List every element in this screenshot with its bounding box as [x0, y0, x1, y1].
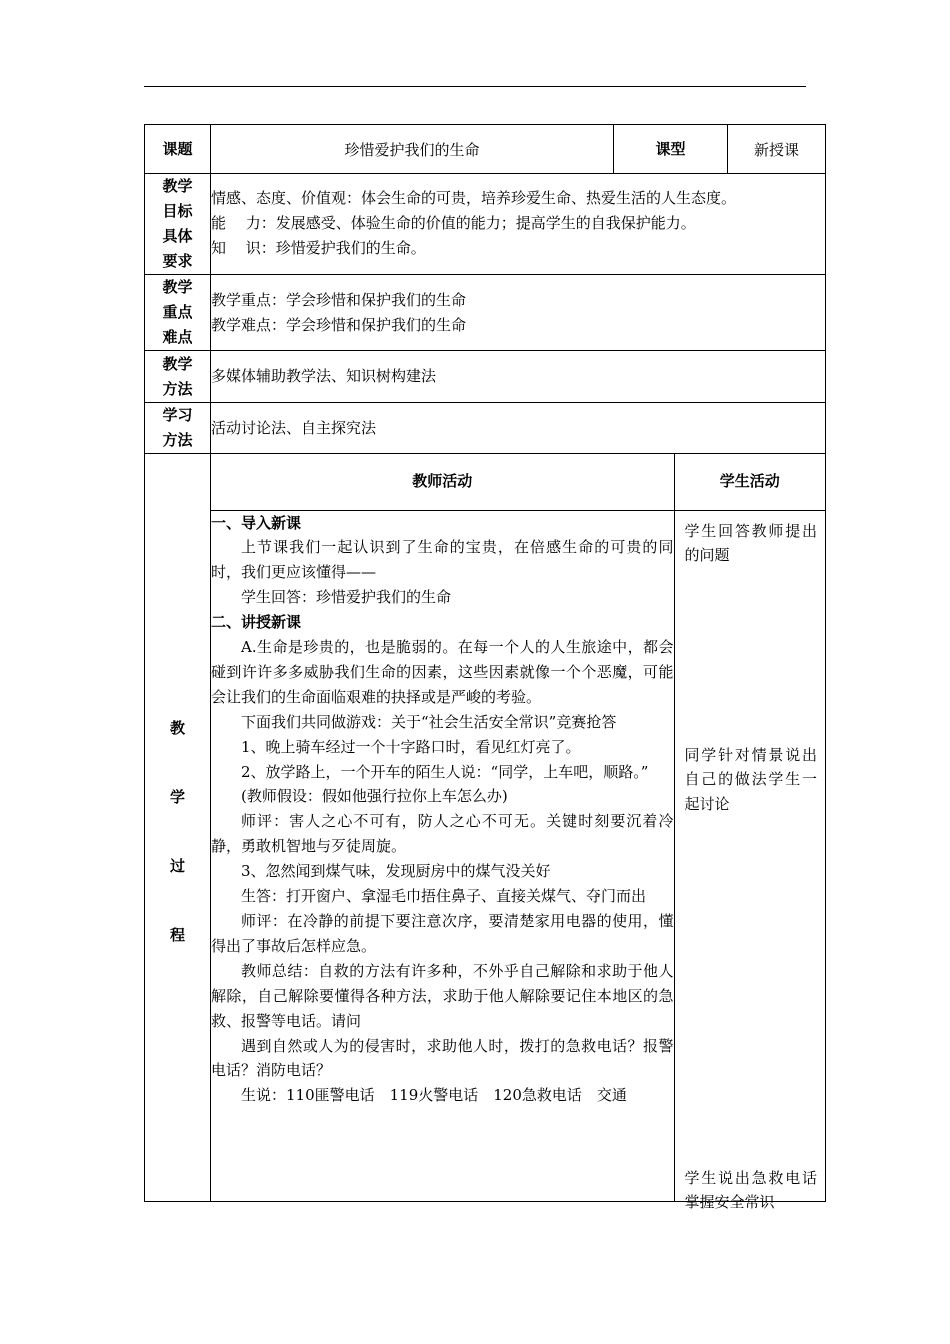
- teacher-paragraph: 遇到自然或人为的侵害时，求助他人时，拨打的急救电话？报警电话？消防电话？: [211, 1036, 674, 1080]
- section-intro-title: 一、导入新课: [211, 513, 302, 532]
- learning-method-label: 学习 方法: [145, 403, 211, 454]
- teaching-method-row: [145, 351, 826, 403]
- teacher-paragraph: 3、忽然闻到煤气味，发现厨房中的煤气没关好: [241, 862, 551, 881]
- learning-method-row: [145, 403, 826, 454]
- objectives-label: 教学 目标 具体 要求: [145, 174, 211, 275]
- difficult-point: 教学难点：学会珍惜和保护我们的生命: [211, 315, 467, 334]
- student-activity: [674, 510, 825, 1212]
- lesson-title: 珍惜爱护我们的生命: [211, 125, 614, 174]
- student-activity-header: 学生活动: [674, 454, 825, 510]
- learning-method-text: 活动讨论法、自主探究法: [211, 403, 826, 454]
- teacher-paragraph: (教师假设：假如他强行拉你上车怎么办): [241, 787, 508, 806]
- objectives-content: [211, 174, 826, 275]
- student-note: 同学针对情景说出自己的做法学生一起讨论: [684, 745, 818, 814]
- lesson-plan-table: [144, 124, 826, 1212]
- teacher-paragraph: 师评：害人之心不可有，防人之心不可无。关键时刻要沉着冷静，勇敢机智地与歹徒周旋。: [211, 812, 674, 856]
- key-point: 教学重点：学会珍惜和保护我们的生命: [211, 290, 467, 309]
- teacher-paragraph: 生说：110匪警电话 119火警电话 120急救电话 交通: [241, 1086, 627, 1105]
- keypoints-row: [145, 275, 826, 351]
- teaching-method-label: 教学 方法: [145, 351, 211, 403]
- lesson-label: 课题: [145, 125, 211, 174]
- teacher-paragraph: 1、晚上骑车经过一个十字路口时，看见红灯亮了。: [241, 737, 581, 756]
- section-new-title: 二、讲授新课: [211, 613, 302, 632]
- student-note: 学生说出急救电话掌握安全常识: [684, 1168, 818, 1212]
- objective-emotion: 情感、态度、价值观：体会生命的可贵，培养珍爱生命、热爱生活的人生态度。: [211, 189, 737, 207]
- teacher-activity-header: 教师活动: [211, 454, 674, 510]
- objective-knowledge: 知 识：珍惜爱护我们的生命。: [211, 239, 426, 257]
- student-note: 学生回答教师提出的问题: [684, 521, 818, 565]
- keypoints-label: 教学 重点 难点: [145, 275, 211, 351]
- header-rule: [144, 86, 806, 87]
- process-content: [211, 454, 826, 1212]
- teacher-paragraph: 上节课我们一起认识到了生命的宝贵，在倍感生命的可贵的同时，我们更应该懂得——: [211, 538, 674, 582]
- process-row: [145, 454, 826, 1202]
- teacher-paragraph: 下面我们共同做游戏：关于“社会生活安全常识”竞赛抢答: [241, 712, 617, 731]
- objectives-row: [145, 174, 826, 275]
- objective-ability: 能 力：发展感受、体验生命的价值的能力；提高学生的自我保护能力。: [211, 214, 696, 232]
- title-row: [145, 125, 826, 174]
- teacher-paragraph: 教师总结：自救的方法有许多种，不外乎自己解除和求助于他人解除，自己解除要懂得各种方法，求助于他人解除要记住本地区的急救、报警等电话。请问: [211, 961, 674, 1030]
- type-value: 新授课: [728, 125, 826, 174]
- process-label: 教 学 过 程: [145, 454, 211, 1202]
- type-label: 课型: [614, 125, 728, 174]
- teacher-paragraph: 生答：打开窗户、拿湿毛巾捂住鼻子、直接关煤气、夺门而出: [241, 887, 647, 906]
- activity-table: [211, 454, 825, 1212]
- teaching-method-text: 多媒体辅助教学法、知识树构建法: [211, 351, 826, 403]
- teacher-paragraph: A.生命是珍贵的，也是脆弱的。在每一个人的人生旅途中，都会碰到许许多多威胁我们生命的因素，这些因素就像一个个恶魔，可能会让我们的生命面临艰难的抉择或是严峻的考验。: [211, 638, 674, 706]
- teacher-paragraph: 师评：在冷静的前提下要注意次序，要清楚家用电器的使用，懂得出了事故后怎样应急。: [211, 912, 674, 955]
- teacher-paragraph: 2、放学路上，一个开车的陌生人说：“同学，上车吧，顺路。”: [241, 762, 649, 781]
- keypoints-content: [211, 275, 826, 351]
- teacher-activity: [211, 510, 674, 1201]
- teacher-paragraph: 学生回答：珍惜爱护我们的生命: [241, 588, 452, 607]
